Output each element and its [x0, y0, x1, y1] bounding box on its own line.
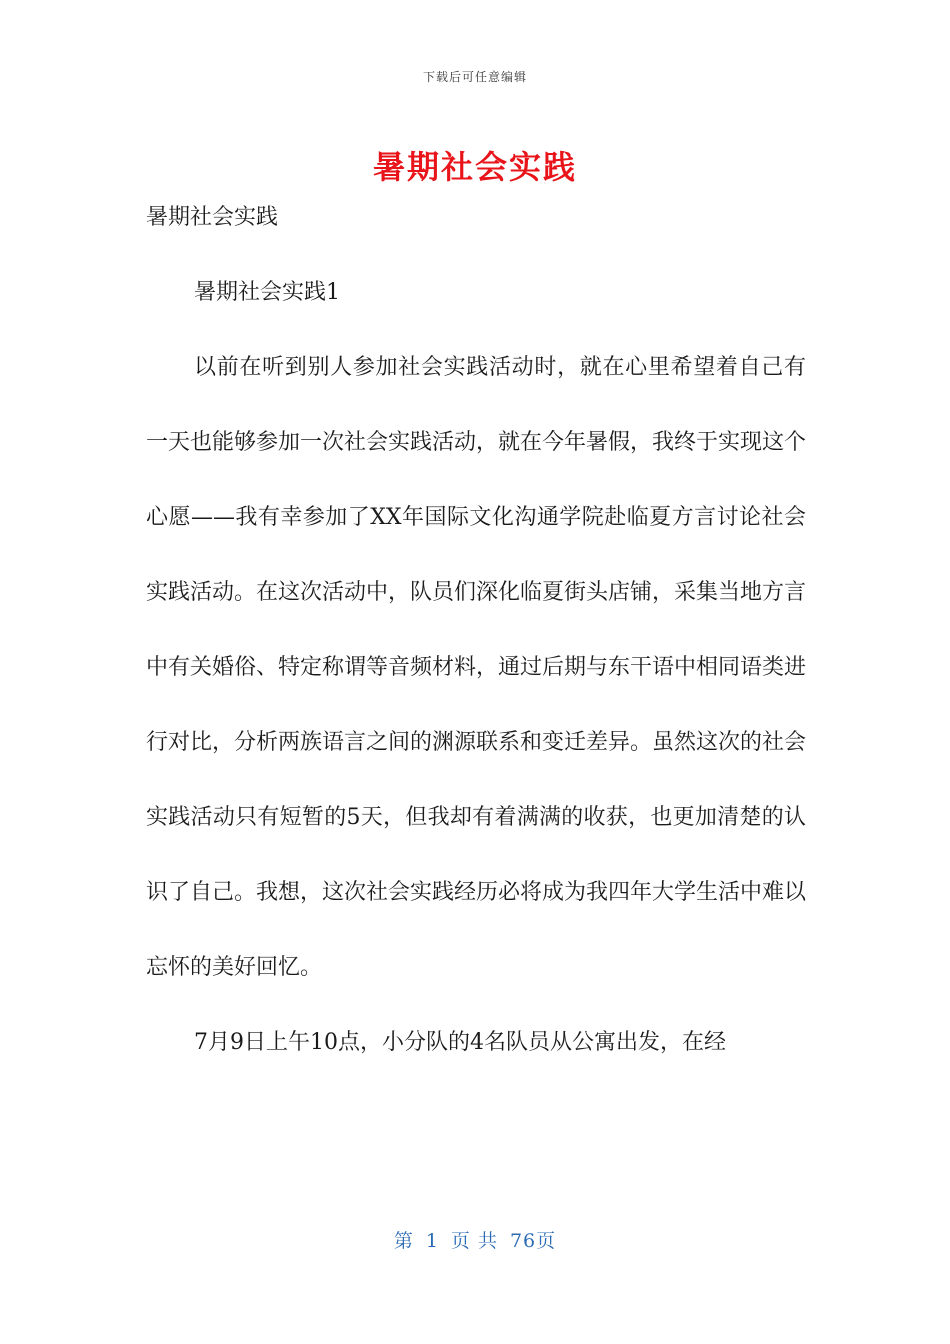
- current-page-number: 1: [425, 1230, 439, 1252]
- total-pages-number: 76: [509, 1230, 537, 1252]
- page-label-middle: 页 共: [450, 1230, 498, 1252]
- page-label-suffix: 页: [536, 1230, 557, 1252]
- paragraph: 7月9日上午10点，小分队的4名队员从公寓出发，在经: [194, 1030, 726, 1055]
- section-heading: 暑期社会实践1: [194, 280, 340, 305]
- document-title: 暑期社会实践: [372, 148, 577, 186]
- document-body: [146, 180, 806, 1080]
- document-subtitle: 暑期社会实践: [146, 205, 279, 230]
- header-note: 下载后可任意编辑: [422, 70, 527, 84]
- paragraph: 以前在听到别人参加社会实践活动时，就在心里希望着自己有一天也能够参加一次社会实践活动，就在今年暑假，我终于实现这个心愿——我有幸参加了XX年国际文化沟通学院赴临夏方言讨论社会实践活动。在这次活动中，队员们深化临夏街头店铺，采集当地方言中有关婚俗、特定称谓等音频材料，通过后期与东干语中相同语类进行对比，分析两族语言之间的渊源联系和变迁差异。虽然这次的社会实践活动只有短暂的5天，但我却有着满满的收获，也更加清楚的认识了自己。我想，这次社会实践经历必将成为我四年大学生活中难以忘怀的美好回忆。: [146, 355, 807, 980]
- page-footer: [0, 1226, 950, 1253]
- page-label-prefix: 第: [393, 1230, 414, 1252]
